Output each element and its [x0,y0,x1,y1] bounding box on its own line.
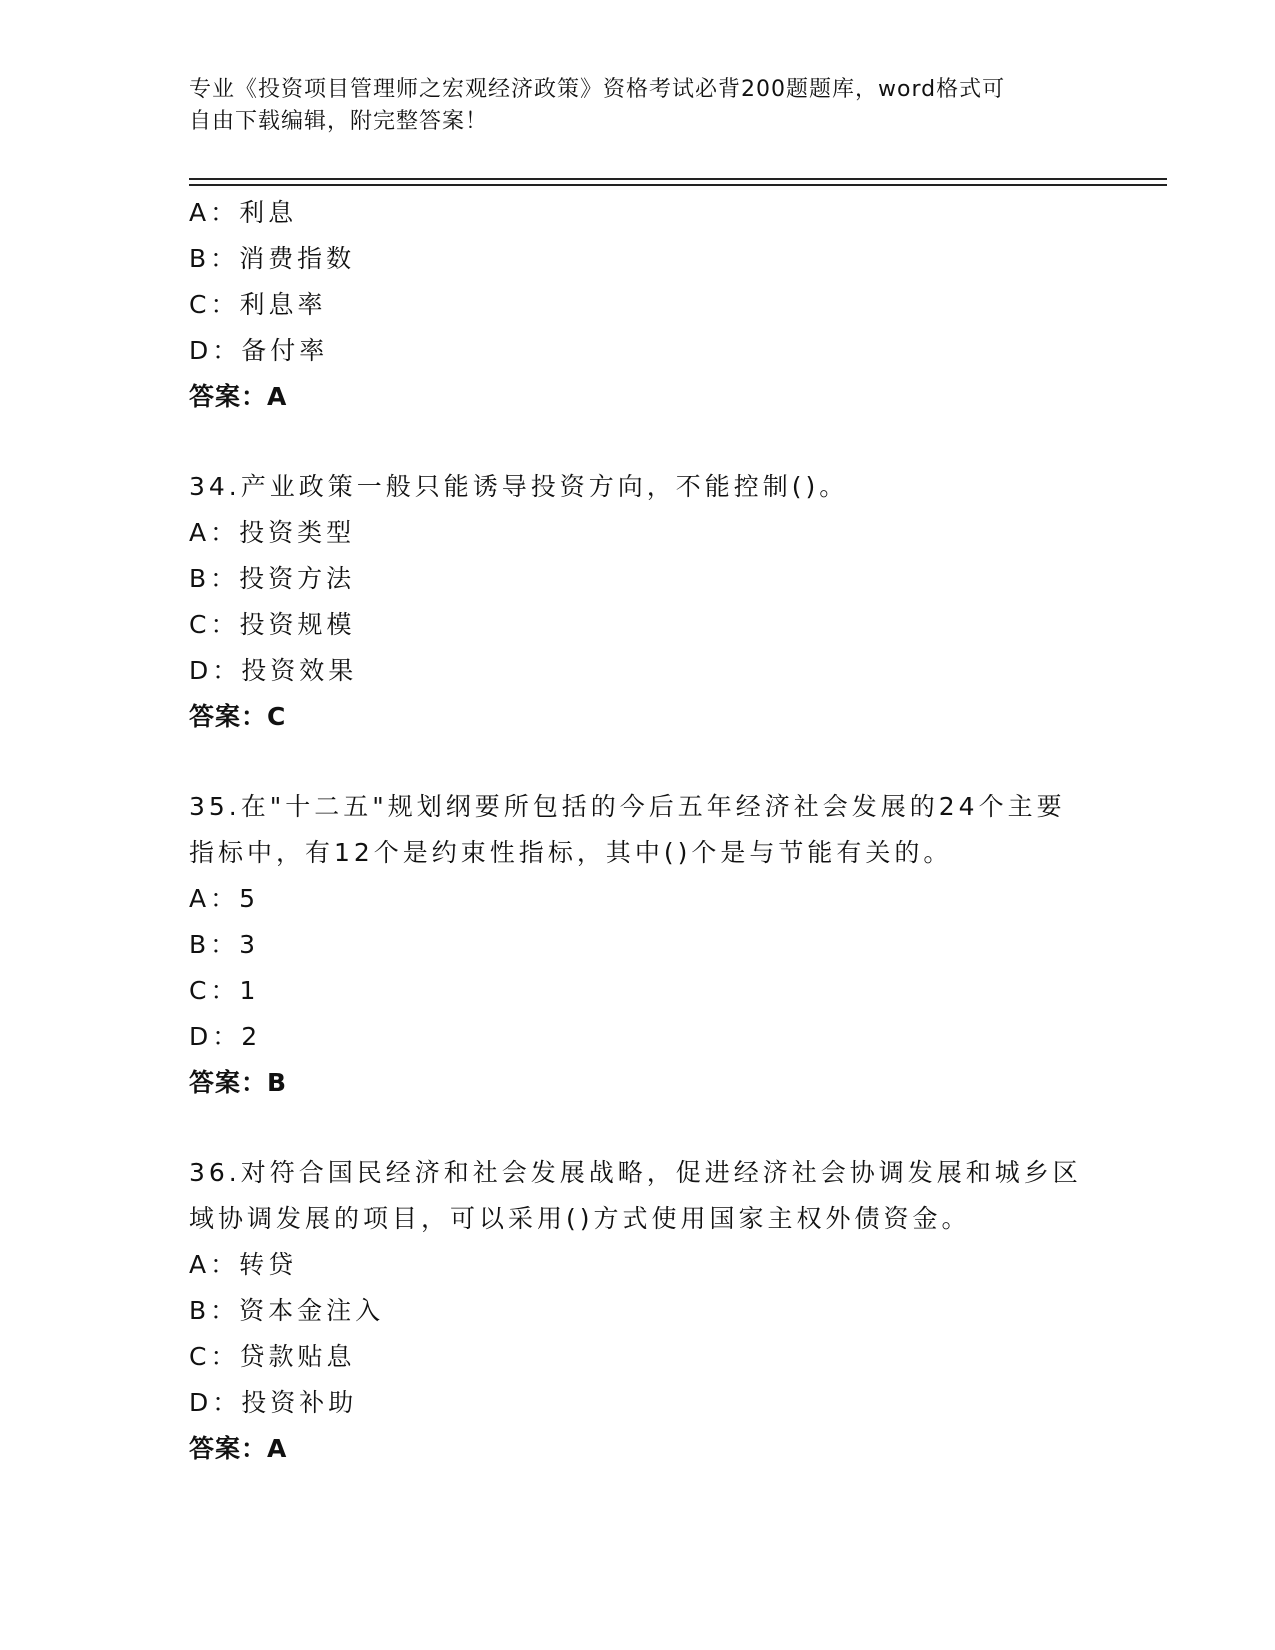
option-c: C：1 [189,976,260,1005]
answer-line: 答案：B [189,1068,288,1097]
option-a: A：投资类型 [189,518,356,547]
option-c: C：投资规模 [189,610,356,639]
answer-line: 答案：A [189,382,288,411]
answer-line: 答案：A [189,1434,288,1463]
option-b: B：资本金注入 [189,1296,385,1325]
question-block-36 [189,1150,1089,1472]
option-c: C：利息率 [189,290,327,319]
header-rule-bottom [189,184,1167,186]
block-gap [189,1106,1089,1150]
question-text-line-2: 指标中，有12个是约束性指标，其中()个是与节能有关的。 [189,838,953,867]
question-text-line-2: 域协调发展的项目，可以采用()方式使用国家主权外债资金。 [189,1204,971,1233]
block-gap [189,740,1089,784]
option-d: D：2 [189,1022,262,1051]
block-gap [189,420,1089,464]
header-rule-top [189,178,1167,180]
option-b: B：消费指数 [189,244,356,273]
option-c: C：贷款贴息 [189,1342,356,1371]
question-block-35 [189,784,1089,1106]
header-line-1: 专业《投资项目管理师之宏观经济政策》资格考试必背200题题库，word格式可 [189,77,1006,102]
question-block-33 [189,190,1089,420]
question-list [189,190,1089,1472]
option-a: A：5 [189,884,260,913]
option-d: D：投资补助 [189,1388,358,1417]
option-d: D：备付率 [189,336,329,365]
question-text: 34.产业政策一般只能诱导投资方向，不能控制()。 [189,472,849,501]
question-block-34 [189,464,1089,740]
answer-line: 答案：C [189,702,287,731]
option-d: D：投资效果 [189,656,358,685]
option-a: A：利息 [189,198,298,227]
header-line-2: 自由下载编辑，附完整答案！ [189,109,489,134]
option-b: B：投资方法 [189,564,356,593]
option-b: B：3 [189,930,260,959]
option-a: A：转贷 [189,1250,298,1279]
document-header [189,74,1089,138]
question-text-line-1: 36.对符合国民经济和社会发展战略，促进经济社会协调发展和城乡区 [189,1158,1082,1187]
question-text-line-1: 35.在"十二五"规划纲要所包括的今后五年经济社会发展的24个主要 [189,792,1066,821]
